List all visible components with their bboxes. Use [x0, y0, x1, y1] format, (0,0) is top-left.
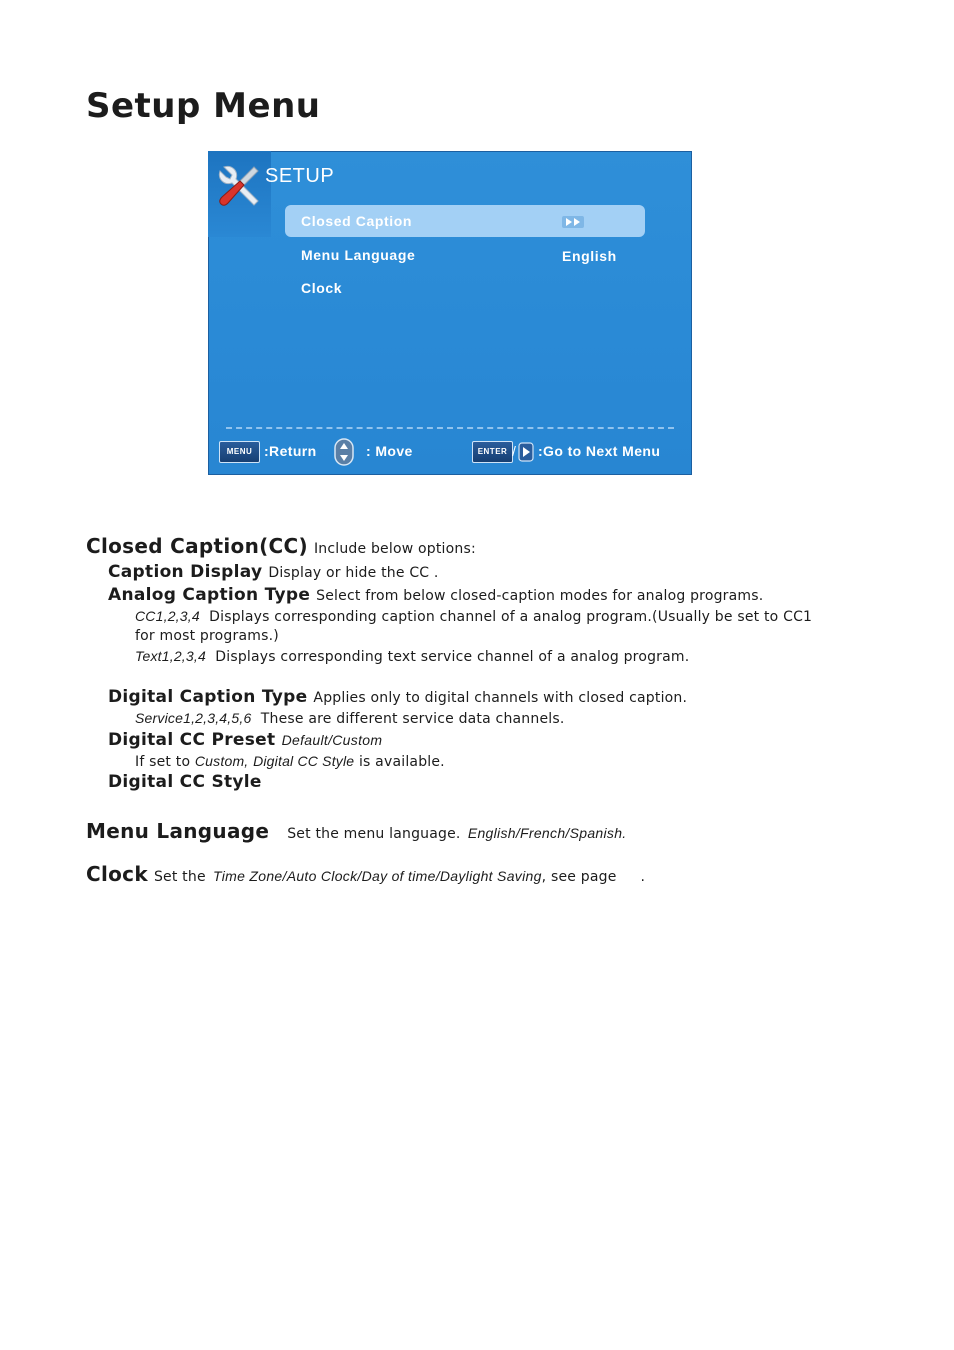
- setup-icon-panel: [208, 151, 271, 237]
- menu-item-label: Closed Caption: [301, 213, 413, 229]
- caption-display-heading: Caption Display Display or hide the CC .: [108, 562, 439, 582]
- page-title: Setup Menu: [86, 86, 321, 126]
- digital-cc-style-heading: Digital CC Style: [108, 772, 262, 792]
- menu-language-desc: Set the menu language.: [287, 826, 461, 842]
- clock-suffix: , see page: [541, 869, 617, 885]
- up-down-icon: [333, 438, 355, 466]
- clock-items: Time Zone/Auto Clock/Day of time/Daylight Saving: [213, 868, 542, 884]
- caption-display-desc: Display or hide the CC .: [268, 565, 439, 581]
- cc-term: CC1,2,3,4: [135, 608, 200, 624]
- menu-key-icon: MENU: [219, 441, 260, 463]
- analog-caption-type-desc: Select from below closed-caption modes for analog programs.: [316, 588, 764, 604]
- digital-cc-preset-note: If set to Custom, Digital CC Style is available.: [135, 753, 445, 770]
- service-channels-line: [135, 710, 565, 727]
- clock-end: .: [640, 869, 646, 885]
- setup-title: SETUP: [265, 165, 335, 187]
- text-term: Text1,2,3,4: [135, 648, 206, 664]
- footer-divider: [226, 427, 674, 429]
- menu-item-clock[interactable]: [285, 272, 645, 304]
- setup-menu-screen: [208, 151, 692, 475]
- next-menu-hint: :Go to Next Menu: [538, 443, 661, 459]
- tools-icon: [216, 163, 262, 209]
- menu-item-menu-language[interactable]: [285, 239, 645, 271]
- closed-caption-heading: Closed Caption(CC) Include below options:: [86, 534, 476, 558]
- menu-language-heading: Menu Language Set the menu language. English/French/Spanish.: [86, 819, 627, 843]
- enter-key-icon: ENTER: [472, 441, 513, 463]
- move-hint: : Move: [366, 443, 413, 459]
- analog-caption-type-heading: Analog Caption Type Select from below closed-caption modes for analog programs.: [108, 585, 764, 605]
- text-channels-line: [135, 648, 689, 665]
- cc-desc: Displays corresponding caption channel of a analog program.(Usually be set to CC1: [209, 609, 813, 625]
- return-hint: :Return: [264, 443, 317, 459]
- closed-caption-intro: Include below options:: [313, 541, 476, 557]
- cc-channels-line: [135, 608, 812, 625]
- cc-desc-continued: for most programs.): [135, 628, 279, 644]
- service-term: Service1,2,3,4,5,6: [135, 710, 252, 726]
- key-separator: /: [512, 443, 516, 459]
- digital-caption-type-heading: Digital Caption Type Applies only to digital channels with closed caption.: [108, 687, 688, 707]
- menu-item-label: Clock: [301, 280, 343, 296]
- menu-item-value: English: [562, 248, 617, 264]
- text-desc: Displays corresponding text service channel of a analog program.: [215, 649, 690, 665]
- digital-cc-preset-heading: Digital CC Preset Default/Custom: [108, 730, 383, 750]
- menu-language-options: English/French/Spanish.: [467, 825, 627, 841]
- right-arrow-key-icon: [518, 442, 534, 462]
- clock-prefix: Set the: [153, 869, 206, 885]
- menu-item-closed-caption[interactable]: [285, 205, 645, 237]
- clock-heading: Clock Set the Time Zone/Auto Clock/Day of time/Daylight Saving, see page .: [86, 862, 646, 886]
- digital-caption-type-desc: Applies only to digital channels with closed caption.: [313, 690, 688, 706]
- service-desc: These are different service data channels.: [260, 711, 565, 727]
- submenu-arrows-icon: [562, 216, 584, 228]
- digital-cc-preset-options: Default/Custom: [281, 732, 383, 748]
- menu-item-label: Menu Language: [301, 247, 416, 263]
